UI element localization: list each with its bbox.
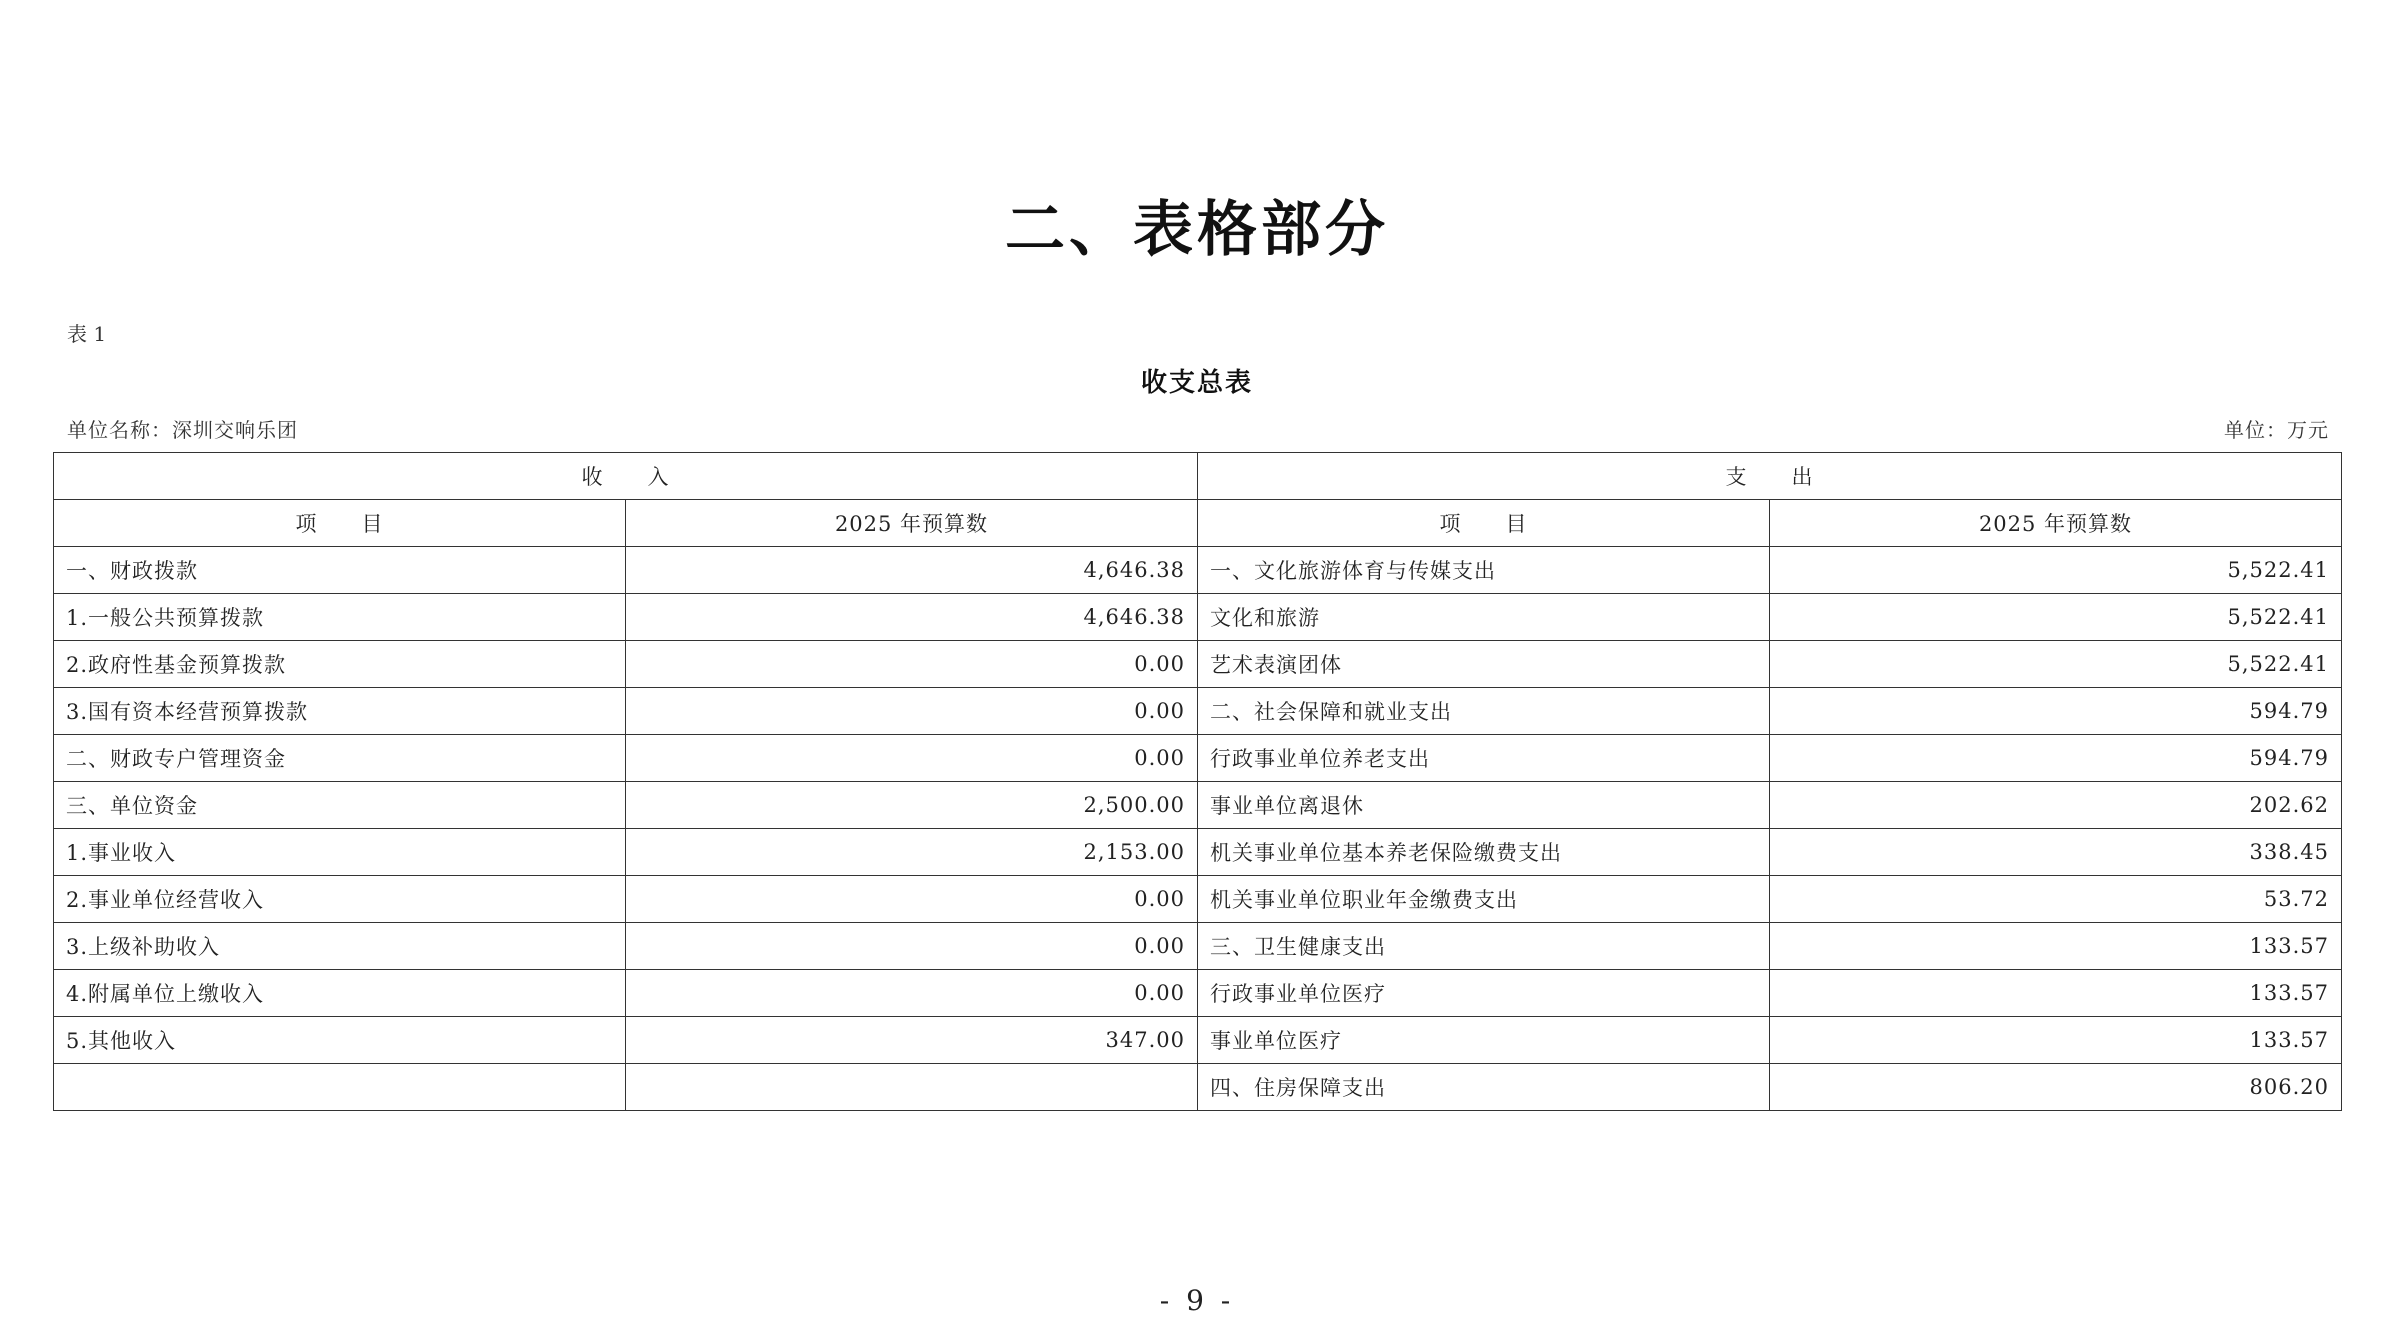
income-item: 一、财政拨款: [54, 547, 626, 594]
income-item: 2.政府性基金预算拨款: [54, 641, 626, 688]
expense-item: 机关事业单位基本养老保险缴费支出: [1198, 829, 1770, 876]
income-value: [626, 1064, 1198, 1111]
table-row: [54, 1064, 2342, 1111]
table-title: 收支总表: [1140, 368, 1253, 398]
income-value: 0.00: [626, 923, 1198, 970]
income-value: 4,646.38: [626, 547, 1198, 594]
income-value: 347.00: [626, 1017, 1198, 1064]
expense-value: 202.62: [1770, 782, 2342, 829]
expense-item: 行政事业单位养老支出: [1198, 735, 1770, 782]
table-row: [54, 970, 2342, 1017]
income-value: 0.00: [626, 970, 1198, 1017]
income-value: 4,646.38: [626, 594, 1198, 641]
income-item: 2.事业单位经营收入: [54, 876, 626, 923]
section-heading: 二、表格部分: [1005, 195, 1389, 265]
income-item: 3.国有资本经营预算拨款: [54, 688, 626, 735]
table-row: [54, 876, 2342, 923]
page-number: - 9 -: [1159, 1284, 1235, 1317]
income-item: 1.一般公共预算拨款: [54, 594, 626, 641]
table-row: [54, 641, 2342, 688]
table-row: [54, 594, 2342, 641]
expense-value: 5,522.41: [1770, 641, 2342, 688]
income-item: 二、财政专户管理资金: [54, 735, 626, 782]
expense-value: 594.79: [1770, 735, 2342, 782]
expense-value: 133.57: [1770, 923, 2342, 970]
unit-name: 单位名称：深圳交响乐团: [67, 418, 298, 442]
expense-budget-column-header: 2025 年预算数: [1770, 500, 2342, 547]
income-header: 收 入: [54, 453, 1198, 500]
table-row: [54, 1017, 2342, 1064]
expense-item: 三、卫生健康支出: [1198, 923, 1770, 970]
expense-item: 事业单位离退休: [1198, 782, 1770, 829]
income-item: [54, 1064, 626, 1111]
expense-item: 行政事业单位医疗: [1198, 970, 1770, 1017]
income-item: 3.上级补助收入: [54, 923, 626, 970]
income-item: 1.事业收入: [54, 829, 626, 876]
income-item: 5.其他收入: [54, 1017, 626, 1064]
income-value: 2,500.00: [626, 782, 1198, 829]
income-value: 0.00: [626, 688, 1198, 735]
income-item: 4.附属单位上缴收入: [54, 970, 626, 1017]
expense-item: 二、社会保障和就业支出: [1198, 688, 1770, 735]
expense-value: 5,522.41: [1770, 547, 2342, 594]
expense-value: 5,522.41: [1770, 594, 2342, 641]
table-row: [54, 547, 2342, 594]
table-row: [54, 735, 2342, 782]
expense-item: 机关事业单位职业年金缴费支出: [1198, 876, 1770, 923]
income-value: 2,153.00: [626, 829, 1198, 876]
income-item: 三、单位资金: [54, 782, 626, 829]
table-row: [54, 782, 2342, 829]
expense-item: 事业单位医疗: [1198, 1017, 1770, 1064]
expense-value: 338.45: [1770, 829, 2342, 876]
expense-header: 支 出: [1198, 453, 2342, 500]
expense-item: 一、文化旅游体育与传媒支出: [1198, 547, 1770, 594]
table-group-header-row: [54, 453, 2342, 500]
expense-item: 艺术表演团体: [1198, 641, 1770, 688]
expense-value: 133.57: [1770, 970, 2342, 1017]
table-row: [54, 923, 2342, 970]
table-number: 表 1: [67, 322, 107, 346]
expense-value: 133.57: [1770, 1017, 2342, 1064]
income-budget-column-header: 2025 年预算数: [626, 500, 1198, 547]
table-row: [54, 829, 2342, 876]
table-column-header-row: [54, 500, 2342, 547]
expense-item: 文化和旅游: [1198, 594, 1770, 641]
expense-value: 53.72: [1770, 876, 2342, 923]
income-value: 0.00: [626, 641, 1198, 688]
income-value: 0.00: [626, 876, 1198, 923]
unit-label: 单位：万元: [2224, 418, 2329, 442]
expense-item-column-header: 项 目: [1198, 500, 1770, 547]
budget-summary-table: [53, 452, 2342, 1111]
expense-item: 四、住房保障支出: [1198, 1064, 1770, 1111]
expense-value: 594.79: [1770, 688, 2342, 735]
income-value: 0.00: [626, 735, 1198, 782]
income-item-column-header: 项 目: [54, 500, 626, 547]
table-row: [54, 688, 2342, 735]
expense-value: 806.20: [1770, 1064, 2342, 1111]
